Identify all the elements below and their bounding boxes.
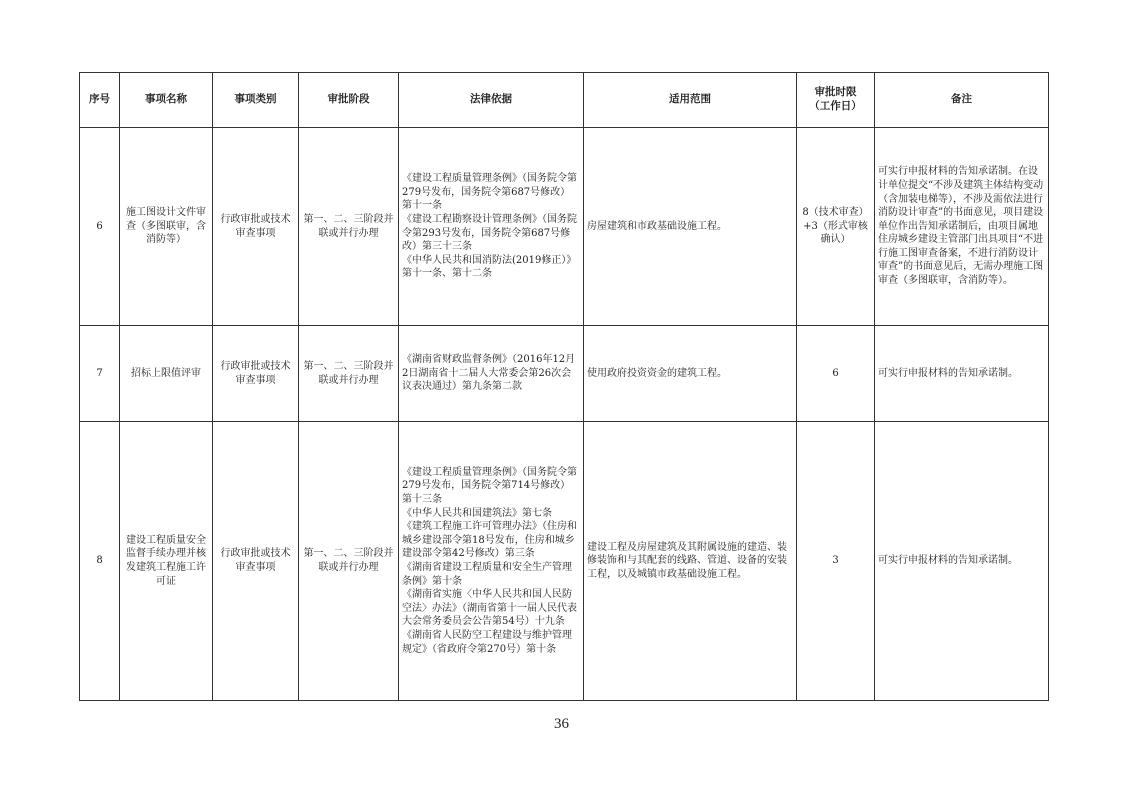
row-time-limit: 8（技术审查）+3（形式审核确认） [797, 128, 875, 326]
row-remark: 可实行申报材料的告知承诺制。在设计单位提交“不涉及建筑主体结构变动（含加装电梯等），不涉及需依法进行消防设计审查”的书面意见，项目建设单位作出告知承诺制后，由项目属地住房城乡建设主管部门出具项目“不进行施工图审查备案，不进行消防设计审查”的书面意见后，无需办理施工图审查（多图联审，含消防等）。 [875, 128, 1049, 326]
header-time-limit: 审批时限 （工作日） [797, 73, 875, 128]
table-header-row [80, 73, 1049, 128]
row-category: 行政审批或技术审查事项 [213, 128, 299, 326]
header-category: 事项类别 [213, 73, 299, 128]
row-scope: 房屋建筑和市政基础设施工程。 [584, 128, 797, 326]
header-scope: 适用范围 [584, 73, 797, 128]
row-name: 施工图设计文件审查（多图联审，含消防等） [120, 128, 213, 326]
row-remark: 可实行申报材料的告知承诺制。 [875, 326, 1049, 422]
header-name: 事项名称 [120, 73, 213, 128]
row-basis: 《建设工程质量管理条例》（国务院令第279号发布，国务院令第687号修改）第十一条 《建设工程勘察设计管理条例》（国务院令第293号发布，国务院令第687号修改）第三十三条 《中华人民共和国消防法(2019修正）》第十一条、第十二条 [399, 128, 584, 326]
header-stage: 审批阶段 [299, 73, 399, 128]
header-no: 序号 [80, 73, 120, 128]
table-row [80, 128, 1049, 326]
row-name: 建设工程质量安全监督手续办理并核发建筑工程施工许可证 [120, 422, 213, 701]
page-number: 36 [554, 716, 569, 732]
row-scope: 建设工程及房屋建筑及其附属设施的建造、装修装饰和与其配套的线路、管道、设备的安装工程，以及城镇市政基础设施工程。 [584, 422, 797, 701]
table-row [80, 422, 1049, 701]
row-remark: 可实行申报材料的告知承诺制。 [875, 422, 1049, 701]
row-basis: 《湖南省财政监督条例》（2016年12月2日湖南省十二届人大常委会第26次会议表决通过）第九条第二款 [399, 326, 584, 422]
row-name: 招标上限值评审 [120, 326, 213, 422]
approval-items-table [79, 72, 1049, 701]
row-basis: 《建设工程质量管理条例》（国务院令第279号发布，国务院令第714号修改）第十三条 《中华人民共和国建筑法》第七条 《建筑工程施工许可管理办法》（住房和城乡建设部令第18号发布，住房和城乡建设部令第42号修改）第三条 《湖南省建设工程质量和安全生产管理条例》第十条 《湖南省实施〈中华人民共和国人民防空法〉办法》（湖南省第十一届人民代表大会常务委员会公告第54号）十九条 《湖南省人民防空工程建设与维护管理规定》（省政府令第270号）第十条 [399, 422, 584, 701]
header-basis: 法律依据 [399, 73, 584, 128]
row-stage: 第一、二、三阶段并联或并行办理 [299, 128, 399, 326]
row-time-limit: 3 [797, 422, 875, 701]
row-category: 行政审批或技术审查事项 [213, 422, 299, 701]
row-scope: 使用政府投资资金的建筑工程。 [584, 326, 797, 422]
row-no: 8 [80, 422, 120, 701]
table-row [80, 326, 1049, 422]
row-stage: 第一、二、三阶段并联或并行办理 [299, 326, 399, 422]
row-time-limit: 6 [797, 326, 875, 422]
row-category: 行政审批或技术审查事项 [213, 326, 299, 422]
header-remark: 备注 [875, 73, 1049, 128]
row-no: 7 [80, 326, 120, 422]
row-no: 6 [80, 128, 120, 326]
row-stage: 第一、二、三阶段并联或并行办理 [299, 422, 399, 701]
